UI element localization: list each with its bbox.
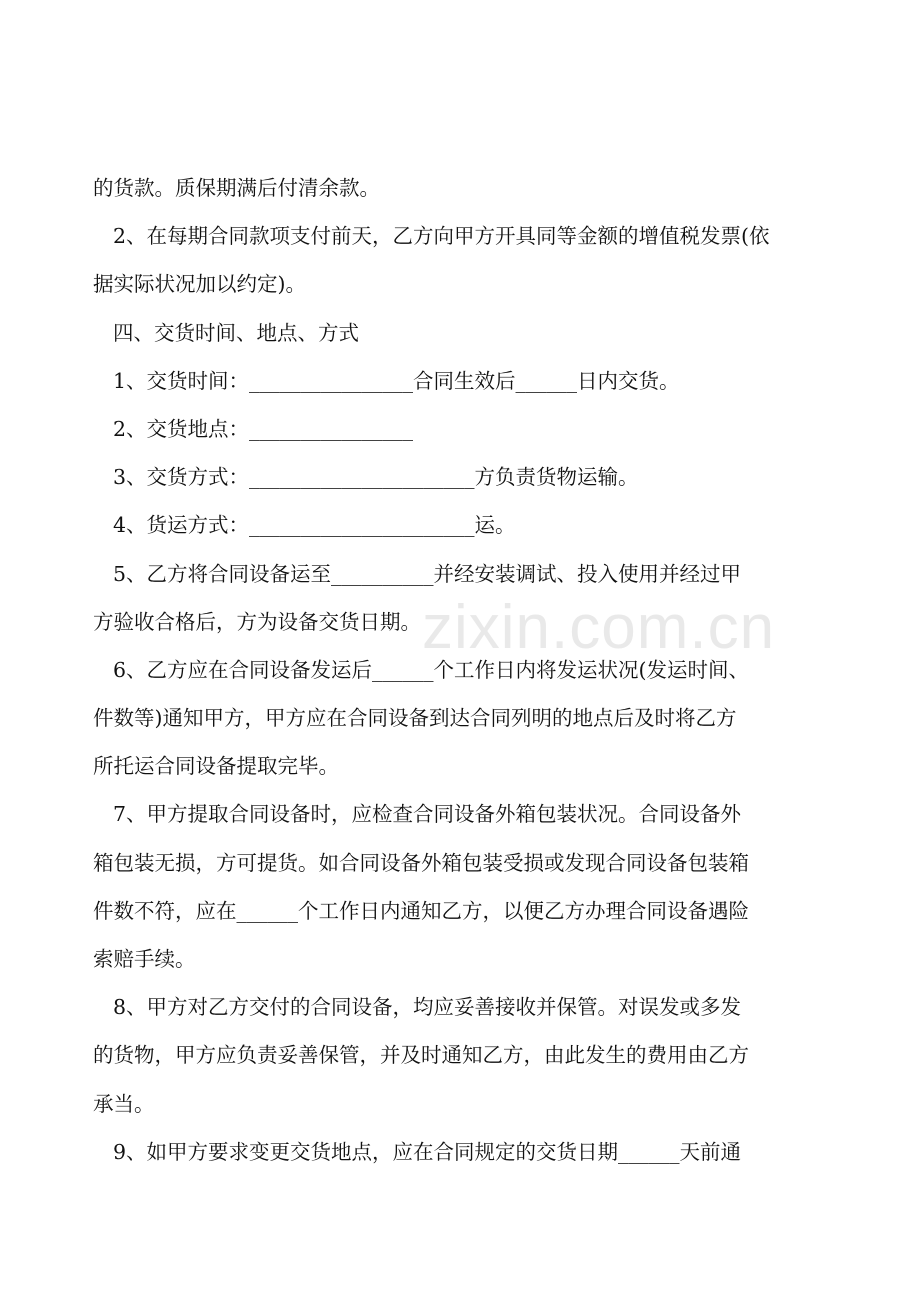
clause-shipping-method: 4、货运方式：______________________运。: [113, 513, 516, 538]
paragraph-line-continuation: 的货款。质保期满后付清余款。: [93, 176, 380, 200]
paragraph-line-continuation: 箱包装无损，方可提货。如合同设备外箱包装受损或发现合同设备包装箱: [93, 850, 749, 875]
clause-storage: 8、甲方对乙方交付的合同设备，均应妥善接收并保管。对误发或多发: [113, 995, 742, 1020]
clause-payment-invoice: 2、在每期合同款项支付前天，乙方向甲方开具同等金额的增值税发票(依: [113, 224, 770, 249]
paragraph-line-continuation: 件数等)通知甲方，甲方应在合同设备到达合同列明的地点后及时将乙方: [93, 706, 737, 731]
clause-inspection: 7、甲方提取合同设备时，应检查合同设备外箱包装状况。合同设备外: [113, 802, 742, 827]
clause-installation: 5、乙方将合同设备运至__________并经安装调试、投入使用并经过甲: [113, 561, 742, 586]
paragraph-line-continuation: 承当。: [93, 1091, 155, 1116]
paragraph-line-continuation: 据实际状况加以约定)。: [93, 272, 306, 297]
clause-delivery-place: 2、交货地点：________________: [113, 416, 414, 441]
paragraph-line-continuation: 的货物，甲方应负责妥善保管，并及时通知乙方，由此发生的费用由乙方: [93, 1043, 749, 1068]
paragraph-line-continuation: 所托运合同设备提取完毕。: [93, 754, 339, 779]
clause-change-location: 9、如甲方要求变更交货地点，应在合同规定的交货日期______天前通: [113, 1139, 742, 1164]
clause-shipment-notice: 6、乙方应在合同设备发运后______个工作日内将发运状况(发运时间、: [113, 657, 750, 682]
watermark: zixin.com.cn: [422, 593, 776, 662]
section-heading-delivery: 四、交货时间、地点、方式: [113, 320, 359, 345]
paragraph-line-continuation: 件数不符，应在______个工作日内通知乙方，以便乙方办理合同设备遇险: [93, 898, 749, 923]
clause-delivery-method: 3、交货方式：______________________方负责货物运输。: [113, 465, 639, 490]
paragraph-line-continuation: 索赔手续。: [93, 947, 196, 971]
paragraph-line-continuation: 方验收合格后，方为设备交货日期。: [93, 609, 421, 634]
clause-delivery-time: 1、交货时间：________________合同生效后______日内交货。: [113, 368, 680, 393]
document-page: [93, 164, 829, 1176]
